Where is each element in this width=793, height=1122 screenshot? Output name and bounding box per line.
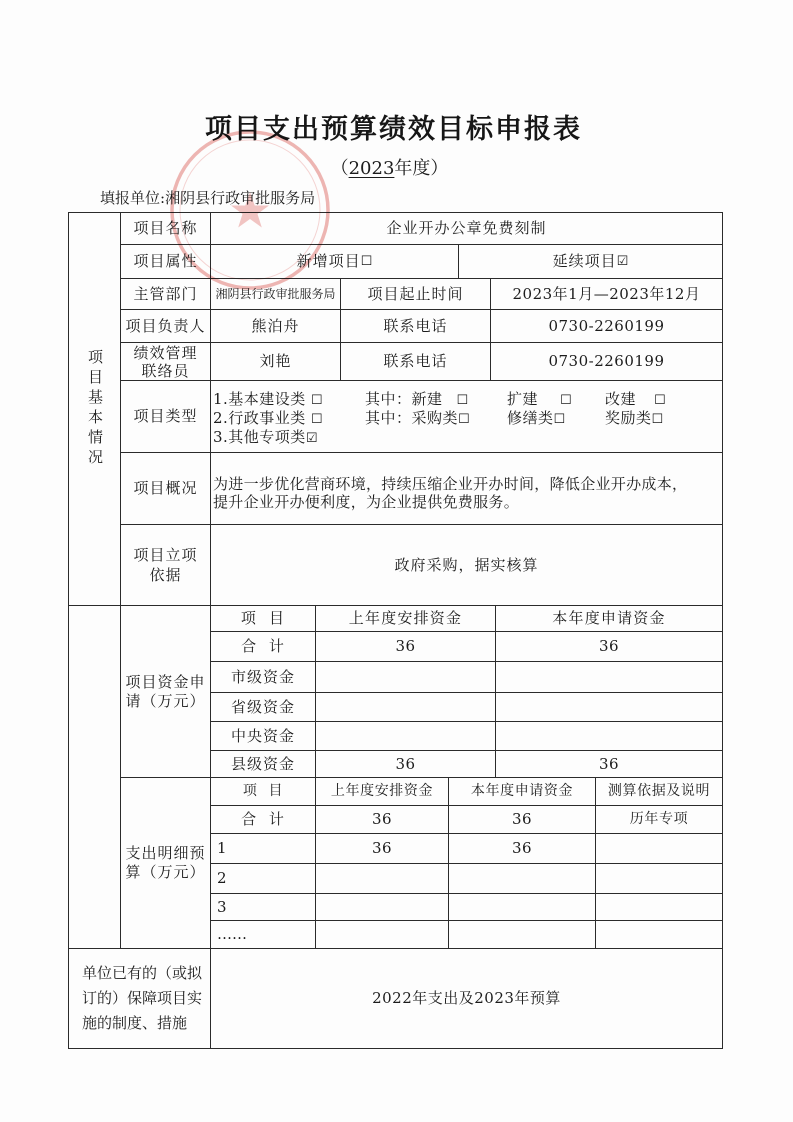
safeguards-label-line-2: 订的）保障项目实 — [82, 989, 203, 1007]
attribute-continued-project — [458, 244, 723, 279]
type-basic-construction — [213, 390, 322, 410]
expenditure-row-item: 合 计 — [210, 805, 316, 834]
attribute-continued-label: 延续项目 — [552, 252, 617, 270]
expenditure-row-note — [595, 920, 723, 949]
funding-row-curr — [495, 692, 723, 722]
type-award — [605, 409, 663, 429]
expenditure-row-item: 3 — [210, 893, 316, 921]
funding-section-label — [120, 605, 211, 778]
type-other-special — [213, 428, 317, 448]
expenditure-row-curr: 36 — [448, 805, 596, 834]
safeguards-label — [68, 948, 211, 1049]
project-leader-value: 熊泊舟 — [210, 309, 341, 343]
section-basic-info-label — [68, 212, 121, 606]
funding-label-line-2: 请（万元） — [125, 691, 206, 710]
overview-line-1: 为进一步优化营商环境，持续压缩企业开办时间，降低企业开办成本， — [213, 475, 688, 493]
project-overview-label: 项目概况 — [120, 452, 211, 525]
project-name-value: 企业开办公章免费刻制 — [210, 212, 723, 245]
checkbox-empty-icon: ☐ — [654, 393, 666, 408]
project-overview-value — [210, 452, 723, 525]
left-blank-cell — [68, 605, 121, 949]
expenditure-row-curr — [448, 920, 596, 949]
funding-row-curr: 36 — [495, 750, 723, 778]
checkbox-empty-icon: ☐ — [360, 254, 373, 269]
checkbox-checked-icon: ☑ — [305, 431, 318, 446]
project-type-label: 项目类型 — [120, 380, 211, 453]
expenditure-header-note: 测算依据及说明 — [595, 777, 723, 806]
leader-phone-value: 0730-2260199 — [490, 309, 723, 343]
checkbox-empty-icon: ☐ — [310, 393, 323, 408]
project-attribute-label: 项目属性 — [120, 244, 211, 279]
expenditure-row-prev: 36 — [315, 833, 449, 864]
funding-row-item: 市级资金 — [210, 661, 316, 693]
subtitle-close: 年度） — [394, 158, 449, 179]
expenditure-label-line-1: 支出明细预 — [125, 844, 206, 862]
basis-label-line-1: 项目立项 — [133, 546, 198, 564]
type-option-label: 改建 — [605, 390, 637, 408]
type-option-label: 3.其他专项类 — [213, 428, 306, 446]
funding-header-curr: 本年度申请资金 — [495, 605, 723, 632]
overview-line-2: 提升企业开办便利度，为企业提供免费服务。 — [213, 493, 520, 511]
funding-row-curr — [495, 661, 723, 693]
expenditure-row-prev — [315, 920, 449, 949]
form-subtitle — [0, 157, 786, 181]
expenditure-row-prev — [315, 893, 449, 921]
attribute-new-project — [210, 244, 459, 279]
project-basis-value: 政府采购，据实核算 — [210, 524, 723, 606]
type-procurement — [365, 409, 470, 429]
type-option-label: 其中：新建 — [365, 390, 443, 408]
funding-row-prev: 36 — [315, 631, 496, 662]
type-option-label: 其中：采购类 — [365, 409, 459, 427]
checkbox-empty-icon: ☐ — [310, 412, 323, 427]
department-value: 湘阴县行政审批服务局 — [210, 278, 341, 310]
expenditure-row-curr — [448, 893, 596, 921]
project-period-label: 项目起止时间 — [340, 278, 491, 310]
safeguards-label-line-1: 单位已有的（或拟 — [82, 964, 203, 982]
expenditure-row-note — [595, 893, 723, 921]
expenditure-row-item: 1 — [210, 833, 316, 864]
type-new-build — [365, 390, 468, 410]
type-option-label: 奖励类 — [605, 409, 652, 427]
funding-row-item: 省级资金 — [210, 692, 316, 722]
funding-row-item: 中央资金 — [210, 721, 316, 751]
project-leader-label: 项目负责人 — [120, 309, 211, 343]
funding-row-prev: 36 — [315, 750, 496, 778]
expenditure-section-label — [120, 777, 211, 949]
filing-unit-label: 填报单位: — [100, 189, 166, 207]
filing-unit — [100, 188, 315, 208]
section-basic-info-text: 项目基本情况 — [86, 349, 104, 469]
subtitle-year: 2023 — [348, 158, 395, 179]
project-period-value: 2023年1月—2023年12月 — [490, 278, 723, 310]
checkbox-empty-icon: ☐ — [560, 393, 572, 408]
funding-row-prev — [315, 661, 496, 693]
expenditure-row-curr — [448, 863, 596, 894]
attribute-new-label: 新增项目 — [296, 252, 361, 270]
type-option-label: 2.行政事业类 — [213, 409, 306, 427]
funding-header-item: 项 目 — [210, 605, 316, 632]
liaison-label — [120, 342, 211, 381]
liaison-phone-label: 联系电话 — [340, 342, 491, 381]
project-type-options — [210, 380, 723, 453]
safeguards-label-line-3: 施的制度、措施 — [82, 1014, 188, 1032]
type-administrative — [213, 409, 322, 429]
liaison-label-line-2: 联络员 — [141, 361, 190, 380]
basis-label-line-2: 依据 — [149, 566, 182, 584]
leader-phone-label: 联系电话 — [340, 309, 491, 343]
expenditure-row-curr: 36 — [448, 833, 596, 864]
expenditure-row-note — [595, 863, 723, 894]
checkbox-empty-icon: ☐ — [456, 393, 469, 408]
type-repair — [507, 409, 565, 429]
liaison-phone-value: 0730-2260199 — [490, 342, 723, 381]
expenditure-header-prev: 上年度安排资金 — [315, 777, 449, 806]
type-renovation — [605, 390, 666, 410]
funding-header-prev: 上年度安排资金 — [315, 605, 496, 632]
expenditure-row-note — [595, 833, 723, 864]
funding-row-curr: 36 — [495, 631, 723, 662]
checkbox-checked-icon: ☑ — [616, 254, 629, 269]
safeguards-value: 2022年支出及2023年预算 — [210, 948, 723, 1049]
expenditure-row-prev — [315, 863, 449, 894]
expenditure-header-curr: 本年度申请资金 — [448, 777, 596, 806]
expenditure-header-item: 项 目 — [210, 777, 316, 806]
type-option-label: 修缮类 — [507, 409, 554, 427]
form-title: 项目支出预算绩效目标申报表 — [205, 114, 582, 145]
type-option-label: 扩建 — [507, 390, 539, 408]
department-label: 主管部门 — [120, 278, 211, 310]
funding-label-line-1: 项目资金申 — [125, 672, 206, 691]
funding-row-prev — [315, 692, 496, 722]
checkbox-empty-icon: ☐ — [651, 412, 664, 427]
project-name-label: 项目名称 — [120, 212, 211, 245]
funding-row-prev — [315, 721, 496, 751]
funding-row-item: 合 计 — [210, 631, 316, 662]
liaison-value: 刘艳 — [210, 342, 341, 381]
checkbox-empty-icon: ☐ — [553, 412, 566, 427]
expenditure-row-prev: 36 — [315, 805, 449, 834]
expenditure-label-line-2: 算（万元） — [125, 863, 206, 881]
checkbox-empty-icon: ☐ — [458, 412, 470, 427]
expenditure-row-note: 历年专项 — [595, 805, 723, 834]
funding-row-item: 县级资金 — [210, 750, 316, 778]
expenditure-row-item: 2 — [210, 863, 316, 894]
type-expansion — [507, 390, 572, 410]
funding-row-curr — [495, 721, 723, 751]
filing-unit-value: 湘阴县行政审批服务局 — [165, 189, 316, 207]
subtitle-open: （ — [330, 158, 349, 179]
project-basis-label — [120, 524, 211, 606]
expenditure-row-item: …… — [210, 920, 316, 949]
liaison-label-line-1: 绩效管理 — [133, 343, 198, 362]
type-option-label: 1.基本建设类 — [213, 390, 306, 408]
